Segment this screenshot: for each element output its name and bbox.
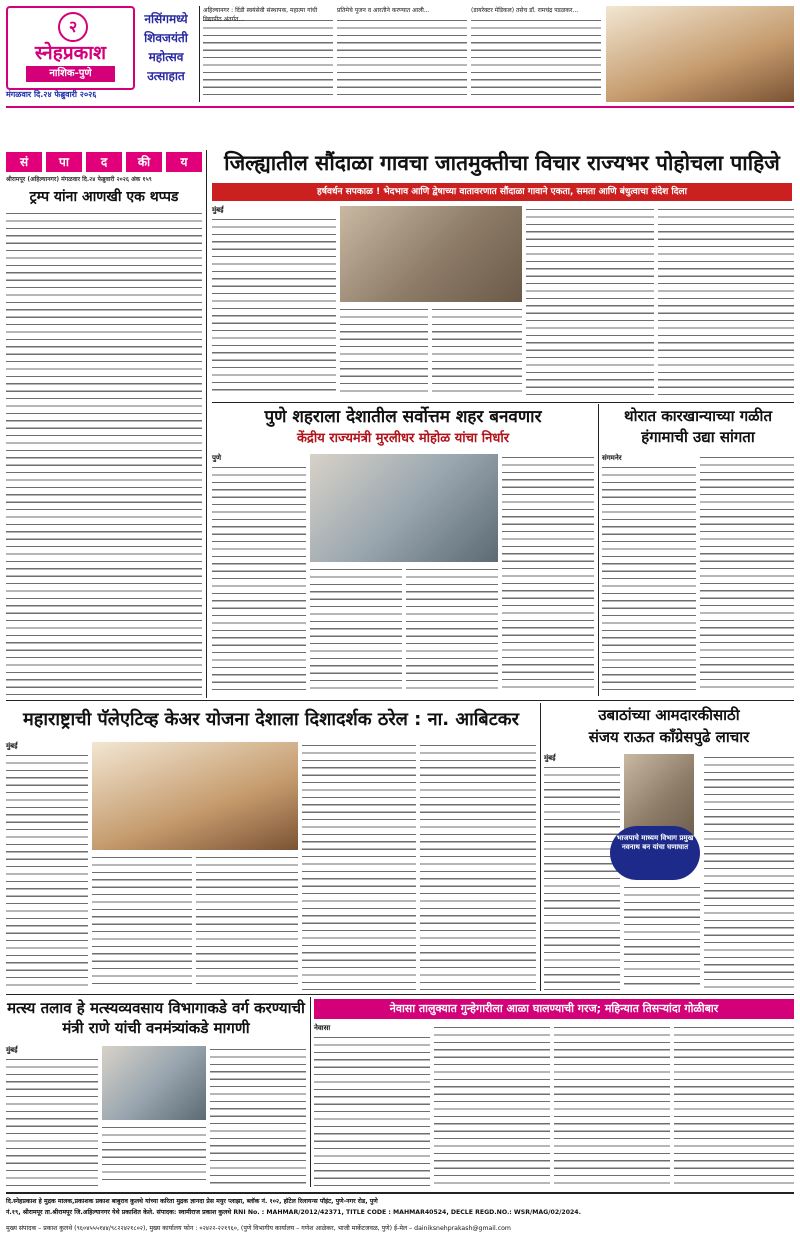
footer-imprint-line1: दि.स्नेहप्रकाश हे मुद्रक मालक,प्रकाशक प्रकाश बाबुराव कुलथे यांच्या करिता मुद्रक ज्ञानदा प्रेस मयुर प्लाझा, ब्लॉक नं. १०२, हॉटेल रिलायन्स पॉइंट, पुणे-नगर रोड, पुणे — [6, 1198, 378, 1205]
story3-col-2 — [700, 454, 794, 694]
story6-col-3 — [210, 1046, 306, 1186]
story1-col-5 — [526, 206, 654, 396]
story3-headline: थोरात कारखान्याच्या गळीत हंगामाची उद्या सांगता — [624, 407, 772, 446]
teaser-col-2: प्रतिमेचे पूजन व आरतीने करण्यात आली... — [337, 6, 467, 102]
section-rule-1 — [6, 700, 794, 701]
story2-divider — [598, 404, 599, 696]
masthead-date: मंगळवार दि.२४ फेब्रुवारी २०२६ — [6, 90, 97, 99]
teaser-photo — [606, 6, 794, 102]
masthead-logo — [6, 6, 135, 90]
story6-photo — [102, 1046, 206, 1120]
logo-name: स्नेहप्रकाश — [34, 42, 107, 64]
story4-col-1: मुंबई — [6, 742, 88, 990]
teaser-title: नसिंगमध्ये शिवजयंती महोत्सव उत्साहात — [144, 12, 188, 83]
story2-col-1: पुणे — [212, 454, 306, 694]
story1-col-4 — [432, 306, 522, 396]
story1-col-1: मुंबई — [212, 206, 336, 396]
story5-headline-line1: उबाठांच्या आमदारकीसाठी — [598, 706, 740, 724]
story2-col-4 — [502, 454, 594, 694]
story5-callout: भाजपाचे माध्यम विभाग प्रमुख नवनाथ बन यांचा घणाघात — [610, 826, 700, 880]
editorial-banner — [6, 152, 202, 172]
story1-headline: जिल्ह्यातील सौंदाळा गावचा जातमुक्तीचा विचार राज्यभर पोहोचला पाहिजे — [224, 151, 780, 175]
story5-col-2 — [624, 884, 700, 990]
story4-col-2 — [92, 854, 192, 990]
editorial-letter: द — [86, 152, 122, 172]
editorial-headline: ट्रम्प यांना आणखी एक थप्पड — [29, 189, 179, 205]
story4-photo — [92, 742, 298, 850]
story6-col-2 — [102, 1124, 206, 1186]
editorial-letter: य — [166, 152, 202, 172]
section-rule-2 — [6, 994, 794, 995]
story2-subheadline: केंद्रीय राज्यमंत्री मुरलीधर मोहोळ यांचा निर्धार — [296, 431, 510, 446]
story2-headline: पुणे शहराला देशातील सर्वोत्तम शहर बनवणार — [264, 407, 542, 427]
story5-col-3 — [704, 754, 794, 990]
footer-rule — [6, 1192, 794, 1194]
editorial-letter: की — [126, 152, 162, 172]
editorial-body — [6, 210, 202, 695]
footer-imprint-line2: नं.१९, श्रीरामपूर ता.श्रीरामपूर जि.अहिल्यानगर येथे प्रकाशित केले. संपादक: स्वामीराज प्रकाश कुलथे RNI No. : MAHMAR/2012/42371, TITLE CODE : MAHMAR40524, DECLE REGD.NO.: WSR/MAG/02/2024. — [6, 1209, 581, 1216]
logo-number-circle: २ — [58, 12, 88, 42]
masthead-rule — [6, 106, 794, 108]
story7-col-3 — [554, 1024, 670, 1186]
teaser-col-1: अहिल्यानगर : दिंडी स्वयंसेवी संस्थापक, महात्मा गांधी विद्यापीठ अंतर्गत... — [203, 6, 333, 102]
story4-divider — [540, 703, 541, 991]
story5-col-1: मुंबई — [544, 754, 620, 990]
story3-col-1: संगमनेर — [602, 454, 696, 694]
story4-headline: महाराष्ट्राची पॅलेएटिव्ह केअर योजना देशाला दिशादर्शक ठरेल : ना. आबिटकर — [23, 709, 519, 730]
editorial-letter: सं — [6, 152, 42, 172]
story4-col-5 — [420, 742, 536, 990]
story1-col-3 — [340, 306, 428, 396]
story7-col-2 — [434, 1024, 550, 1186]
story6-col-1: मुंबई — [6, 1046, 98, 1186]
story2-col-3 — [406, 566, 498, 694]
editorial-dateline: श्रीरामपूर (अहिल्यानगर) मंगळवार दि.२४ फेब्रुवारी २०२६ अंक १५९ — [6, 176, 152, 183]
teaser-divider — [199, 6, 200, 102]
story2-photo — [310, 454, 498, 562]
editorial-letter: पा — [46, 152, 82, 172]
story1-photo — [340, 206, 522, 302]
story1-bottom-rule — [212, 402, 794, 403]
editorial-divider — [206, 150, 207, 698]
story6-headline: मत्स्य तलाव हे मत्स्यव्यवसाय विभागाकडे वर्ग करण्याची मंत्री राणे यांची वनमंत्र्यांकडे मागणी — [7, 999, 305, 1037]
story7-col-1: नेवासा — [314, 1024, 430, 1186]
story7-col-4 — [674, 1024, 794, 1186]
story2-col-2 — [310, 566, 402, 694]
teaser-col-3: (डायरेक्टर मेडिकल) तसेच डॉ. रामचंद्र पडळकर... — [471, 6, 601, 102]
story1-subheadline: हर्षवर्धन सपकाळ ! भेदभाव आणि द्वेषाच्या वातावरणात सौंदाळा गावाने एकता, समता आणि बंधुत्वाचा संदेश दिला — [212, 183, 792, 201]
story7-headline: नेवासा तालुक्यात गुन्हेगारीला आळा घालण्याची गरज; महिन्यात तिसऱ्यांदा गोळीबार — [314, 999, 794, 1019]
footer-contact-line: मुख्य संपादक – प्रकाश कुलथे (९६०४५५५१४४/९८२२४२१८०२), मुख्य कार्यालय फोन : ०२४२२-२२१९६०, (पुणे विभागीय कार्यालय – गणेश आळेकर, भाजी मार्केटजवळ, पुणे) ई-मेल – dainiksnehprakash@gmail.com — [6, 1225, 511, 1232]
story6-divider — [310, 997, 311, 1187]
logo-edition: नाशिक-पुणे — [26, 66, 115, 82]
story1-col-6 — [658, 206, 794, 396]
story4-col-3 — [196, 854, 298, 990]
story4-col-4 — [302, 742, 416, 990]
story5-headline-line2: संजय राऊत काँग्रेसपुढे लाचार — [588, 728, 750, 746]
